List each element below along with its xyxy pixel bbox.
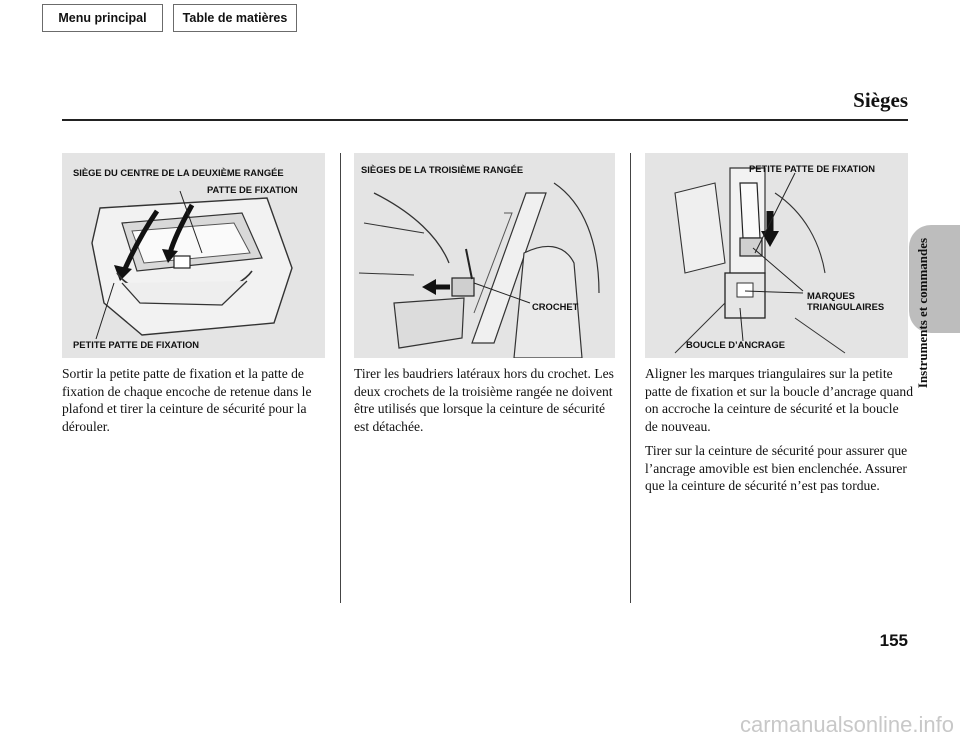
chapter-tab-label: Instruments et commandes	[915, 237, 930, 388]
callout-label: PATTE DE FIXATION	[207, 184, 298, 195]
watermark: carmanualsonline.info	[739, 712, 954, 737]
main-menu-button[interactable]: Menu principal	[42, 4, 163, 32]
instruction-paragraph: Tirer les baudriers latéraux hors du crochet. Les deux crochets de la troisième rangée ne doivent être utilisés que lorsque la ceinture de sécurité est détachée.	[354, 366, 614, 434]
callout-label: CROCHET	[532, 301, 579, 312]
callout-label: PETITE PATTE DE FIXATION	[749, 163, 876, 174]
page-number: 155	[879, 631, 908, 650]
callout-label: TRIANGULAIRES	[807, 301, 885, 312]
header-divider	[62, 119, 908, 121]
instruction-paragraph: Aligner les marques triangulaires sur la petite patte de fixation et sur la boucle d’ancrage quand on accroche la ceinture de sécurité et la boucle de nouveau.	[645, 366, 913, 434]
callout-label: MARQUES	[807, 290, 855, 301]
figure-third-row-seats	[354, 153, 615, 358]
column-divider	[630, 153, 631, 603]
anchor-buckle-illustration	[645, 153, 908, 358]
instruction-paragraph: Sortir la petite patte de fixation et la patte de fixation de chaque encoche de retenue dans le plafond et tirer la ceinture de sécurité pour la dérouler.	[62, 366, 312, 434]
callout-label: BOUCLE D’ANCRAGE	[686, 339, 785, 350]
figure-title: SIÈGES DE LA TROISIÈME RANGÉE	[361, 164, 524, 175]
figure-triangular-marks	[645, 153, 908, 358]
table-of-contents-button[interactable]: Table de matières	[173, 4, 297, 32]
column-divider	[340, 153, 341, 603]
figure-title: SIÈGE DU CENTRE DE LA DEUXIÈME RANGÉE	[73, 167, 284, 178]
callout-label: PETITE PATTE DE FIXATION	[73, 339, 200, 350]
instruction-paragraph: Tirer sur la ceinture de sécurité pour assurer que l’ancrage amovible est bien enclenchée. Assurer que la ceinture de sécurité n’est pas tordue.	[645, 443, 908, 494]
section-title: Sièges	[853, 88, 908, 112]
figure-second-row-center-seat	[62, 153, 325, 358]
hook-illustration	[354, 153, 615, 358]
